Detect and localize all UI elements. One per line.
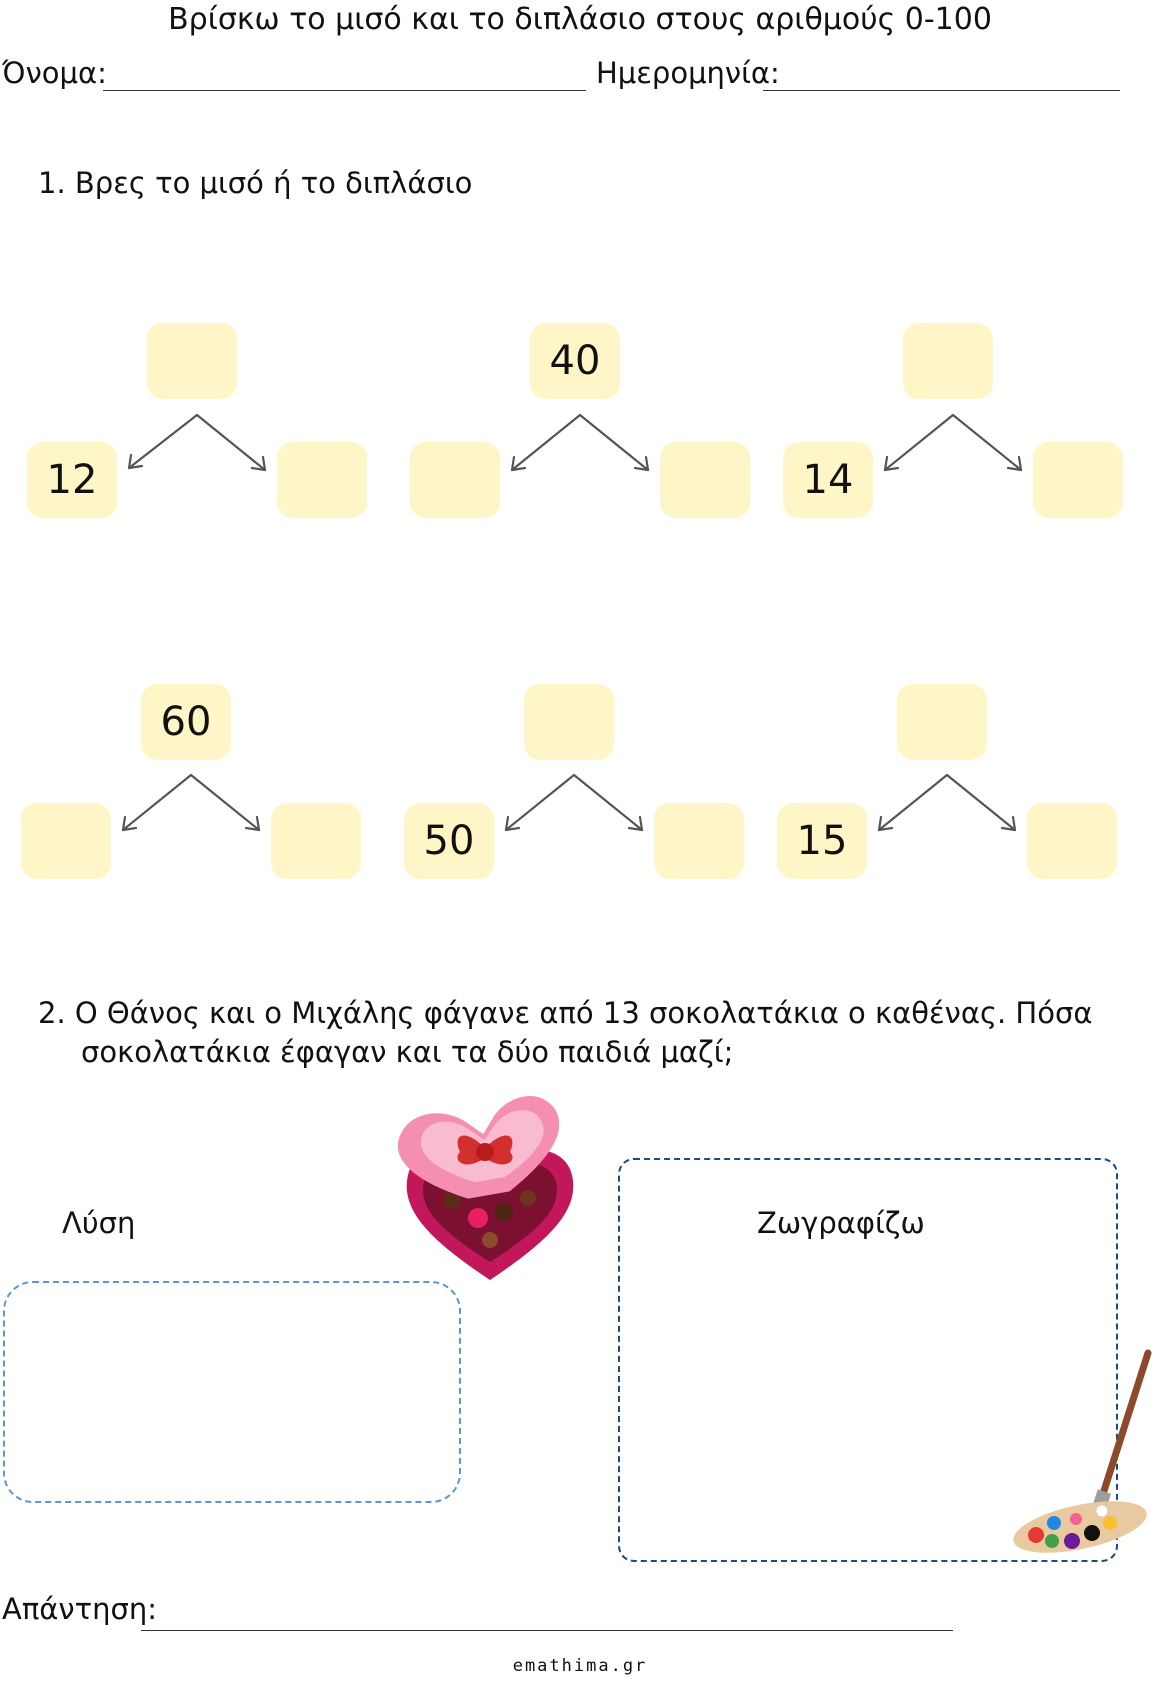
tree-right-box[interactable]	[271, 803, 361, 879]
tree-left-box[interactable]	[21, 803, 111, 879]
tree-right-box[interactable]	[654, 803, 744, 879]
site-footer: emathima.gr	[512, 1656, 648, 1676]
tree-top-box[interactable]: 60	[141, 684, 231, 760]
tree-right-box[interactable]	[277, 442, 367, 518]
tree-top-box[interactable]	[147, 323, 237, 399]
exercise-1-prompt: 1. Βρες το μισό ή το διπλάσιο	[38, 166, 473, 200]
worksheet-title: Βρίσκω το μισό και το διπλάσιο στους αριθμούς 0-100	[168, 2, 992, 37]
heart-chocolate-box-icon	[390, 1090, 590, 1290]
tree-top-box[interactable]: 40	[530, 323, 620, 399]
tree-left-box[interactable]	[410, 442, 500, 518]
drawing-label: Ζωγραφίζω	[757, 1206, 925, 1240]
tree-left-box[interactable]: 14	[783, 442, 873, 518]
name-field-line[interactable]	[103, 90, 586, 91]
tree-left-box[interactable]: 12	[27, 442, 117, 518]
answer-label: Απάντηση:	[2, 1592, 157, 1626]
tree-right-box[interactable]	[1033, 442, 1123, 518]
exercise-2-line-1: 2. Ο Θάνος και ο Μιχάλης φάγανε από 13 σοκολατάκια ο καθένας. Πόσα	[38, 996, 1093, 1030]
branch-arrows-icon	[0, 0, 1, 1]
tree-top-box[interactable]	[524, 684, 614, 760]
tree-top-box[interactable]	[897, 684, 987, 760]
tree-left-box[interactable]: 15	[777, 803, 867, 879]
solution-box[interactable]	[3, 1281, 461, 1503]
tree-top-box[interactable]	[903, 323, 993, 399]
solution-label: Λύση	[62, 1206, 136, 1240]
exercise-2-line-2: σοκολατάκια έφαγαν και τα δύο παιδιά μαζί;	[81, 1035, 734, 1069]
answer-field-line[interactable]	[141, 1630, 953, 1631]
paint-palette-icon	[1010, 1345, 1160, 1555]
tree-left-box[interactable]: 50	[404, 803, 494, 879]
date-label: Ημερομηνία:	[596, 56, 780, 90]
name-label: Όνομα:	[2, 56, 107, 90]
tree-right-box[interactable]	[660, 442, 750, 518]
tree-right-box[interactable]	[1027, 803, 1117, 879]
date-field-line[interactable]	[763, 90, 1120, 91]
